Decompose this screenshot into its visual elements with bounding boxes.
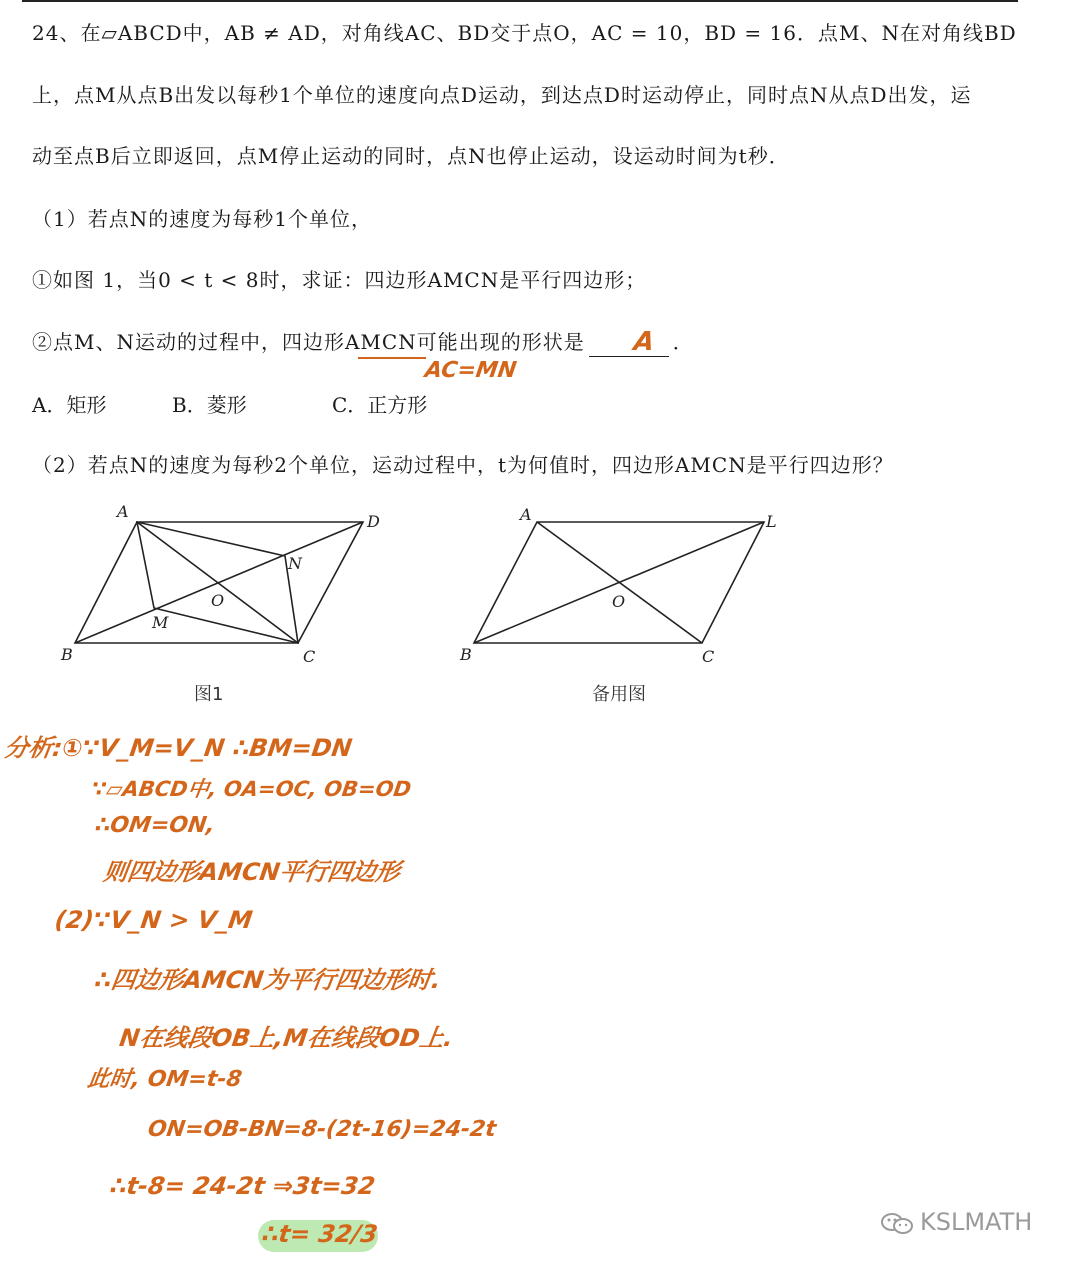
fig2-label-b: B — [460, 645, 472, 664]
hw-line-2: ∵▱ABCD中, OA=OC, OB=OD — [90, 777, 413, 801]
hw-line-5: (2)∵V_N > V_M — [53, 906, 255, 934]
wechat-icon — [880, 1211, 914, 1235]
option-b: B．菱形 — [172, 393, 247, 417]
fig1-label-m: M — [152, 613, 169, 632]
hw-line-6: ∴四边形AMCN为平行四边形时. — [92, 966, 443, 994]
figure-1 — [55, 500, 395, 670]
part-2-heading: （2）若点N的速度为每秒2个单位，运动过程中，t为何值时，四边形AMCN是平行四边形？ — [32, 453, 894, 477]
part-1b-text: ②点M、N运动的过程中，四边形AMCN可能出现的形状是 — [32, 330, 585, 354]
fig2-label-o: O — [612, 592, 626, 611]
hw-line-8: 此时, OM=t-8 — [85, 1067, 244, 1092]
watermark-text: KSLMATH — [920, 1208, 1033, 1236]
hw-line-7: N在线段OB上,M在线段OD上. — [117, 1024, 455, 1052]
handwritten-note: AC=MN — [423, 358, 518, 383]
top-rule — [22, 0, 1018, 2]
handwritten-underline — [356, 355, 428, 361]
fig1-label-d: D — [367, 512, 380, 531]
fig2-label-a: A — [520, 505, 532, 524]
handwritten-answer: A — [631, 327, 657, 357]
part-1b-end: ． — [672, 330, 694, 354]
fig1-label-b: B — [61, 645, 73, 664]
hw-line-3: ∴OM=ON, — [93, 813, 217, 838]
problem-line-3: 动至点B后立即返回，点M停止运动的同时，点N也停止运动，设运动时间为t秒． — [32, 144, 790, 168]
fig1-label-a: A — [117, 502, 129, 521]
hw-line-11: ∴t= 32/3 — [260, 1220, 380, 1248]
fig1-label-c: C — [303, 647, 316, 666]
problem-line-1: 24、在▱ABCD中，AB ≠ AD，对角线AC、BD交于点O，AC = 10，BD = 16．点M、N在对角线BD — [32, 21, 1017, 45]
part-1b — [32, 327, 694, 357]
hw-line-9: ON=OB-BN=8-(2t-16)=24-2t — [146, 1117, 498, 1142]
fig2-label-c: C — [702, 647, 715, 666]
hw-line-4: 则四边形AMCN平行四边形 — [101, 858, 402, 886]
option-c: C．正方形 — [332, 393, 428, 417]
fig1-label-o: O — [211, 591, 225, 610]
figure-2 — [452, 500, 792, 670]
part-1a: ①如图 1，当0 < t < 8时，求证：四边形AMCN是平行四边形； — [32, 268, 647, 292]
hw-line-10: ∴t-8= 24-2t ⇒3t=32 — [108, 1172, 377, 1200]
fig2-diagonal-bd — [474, 522, 764, 643]
watermark — [880, 1208, 1032, 1236]
part-1-heading: （1）若点N的速度为每秒1个单位， — [32, 207, 372, 231]
figure-1-caption: 图1 — [194, 684, 224, 705]
hw-line-1: 分析:①∵V_M=V_N ∴BM=DN — [2, 734, 354, 762]
fig2-label-d: L — [766, 512, 777, 531]
problem-line-2: 上，点M从点B出发以每秒1个单位的速度向点D运动，到达点D时运动停止，同时点N从点D出发，运 — [32, 83, 972, 107]
answer-blank — [589, 334, 669, 357]
figure-2-caption: 备用图 — [592, 684, 646, 705]
fig1-label-n: N — [288, 554, 302, 573]
option-a: A．矩形 — [32, 393, 107, 417]
